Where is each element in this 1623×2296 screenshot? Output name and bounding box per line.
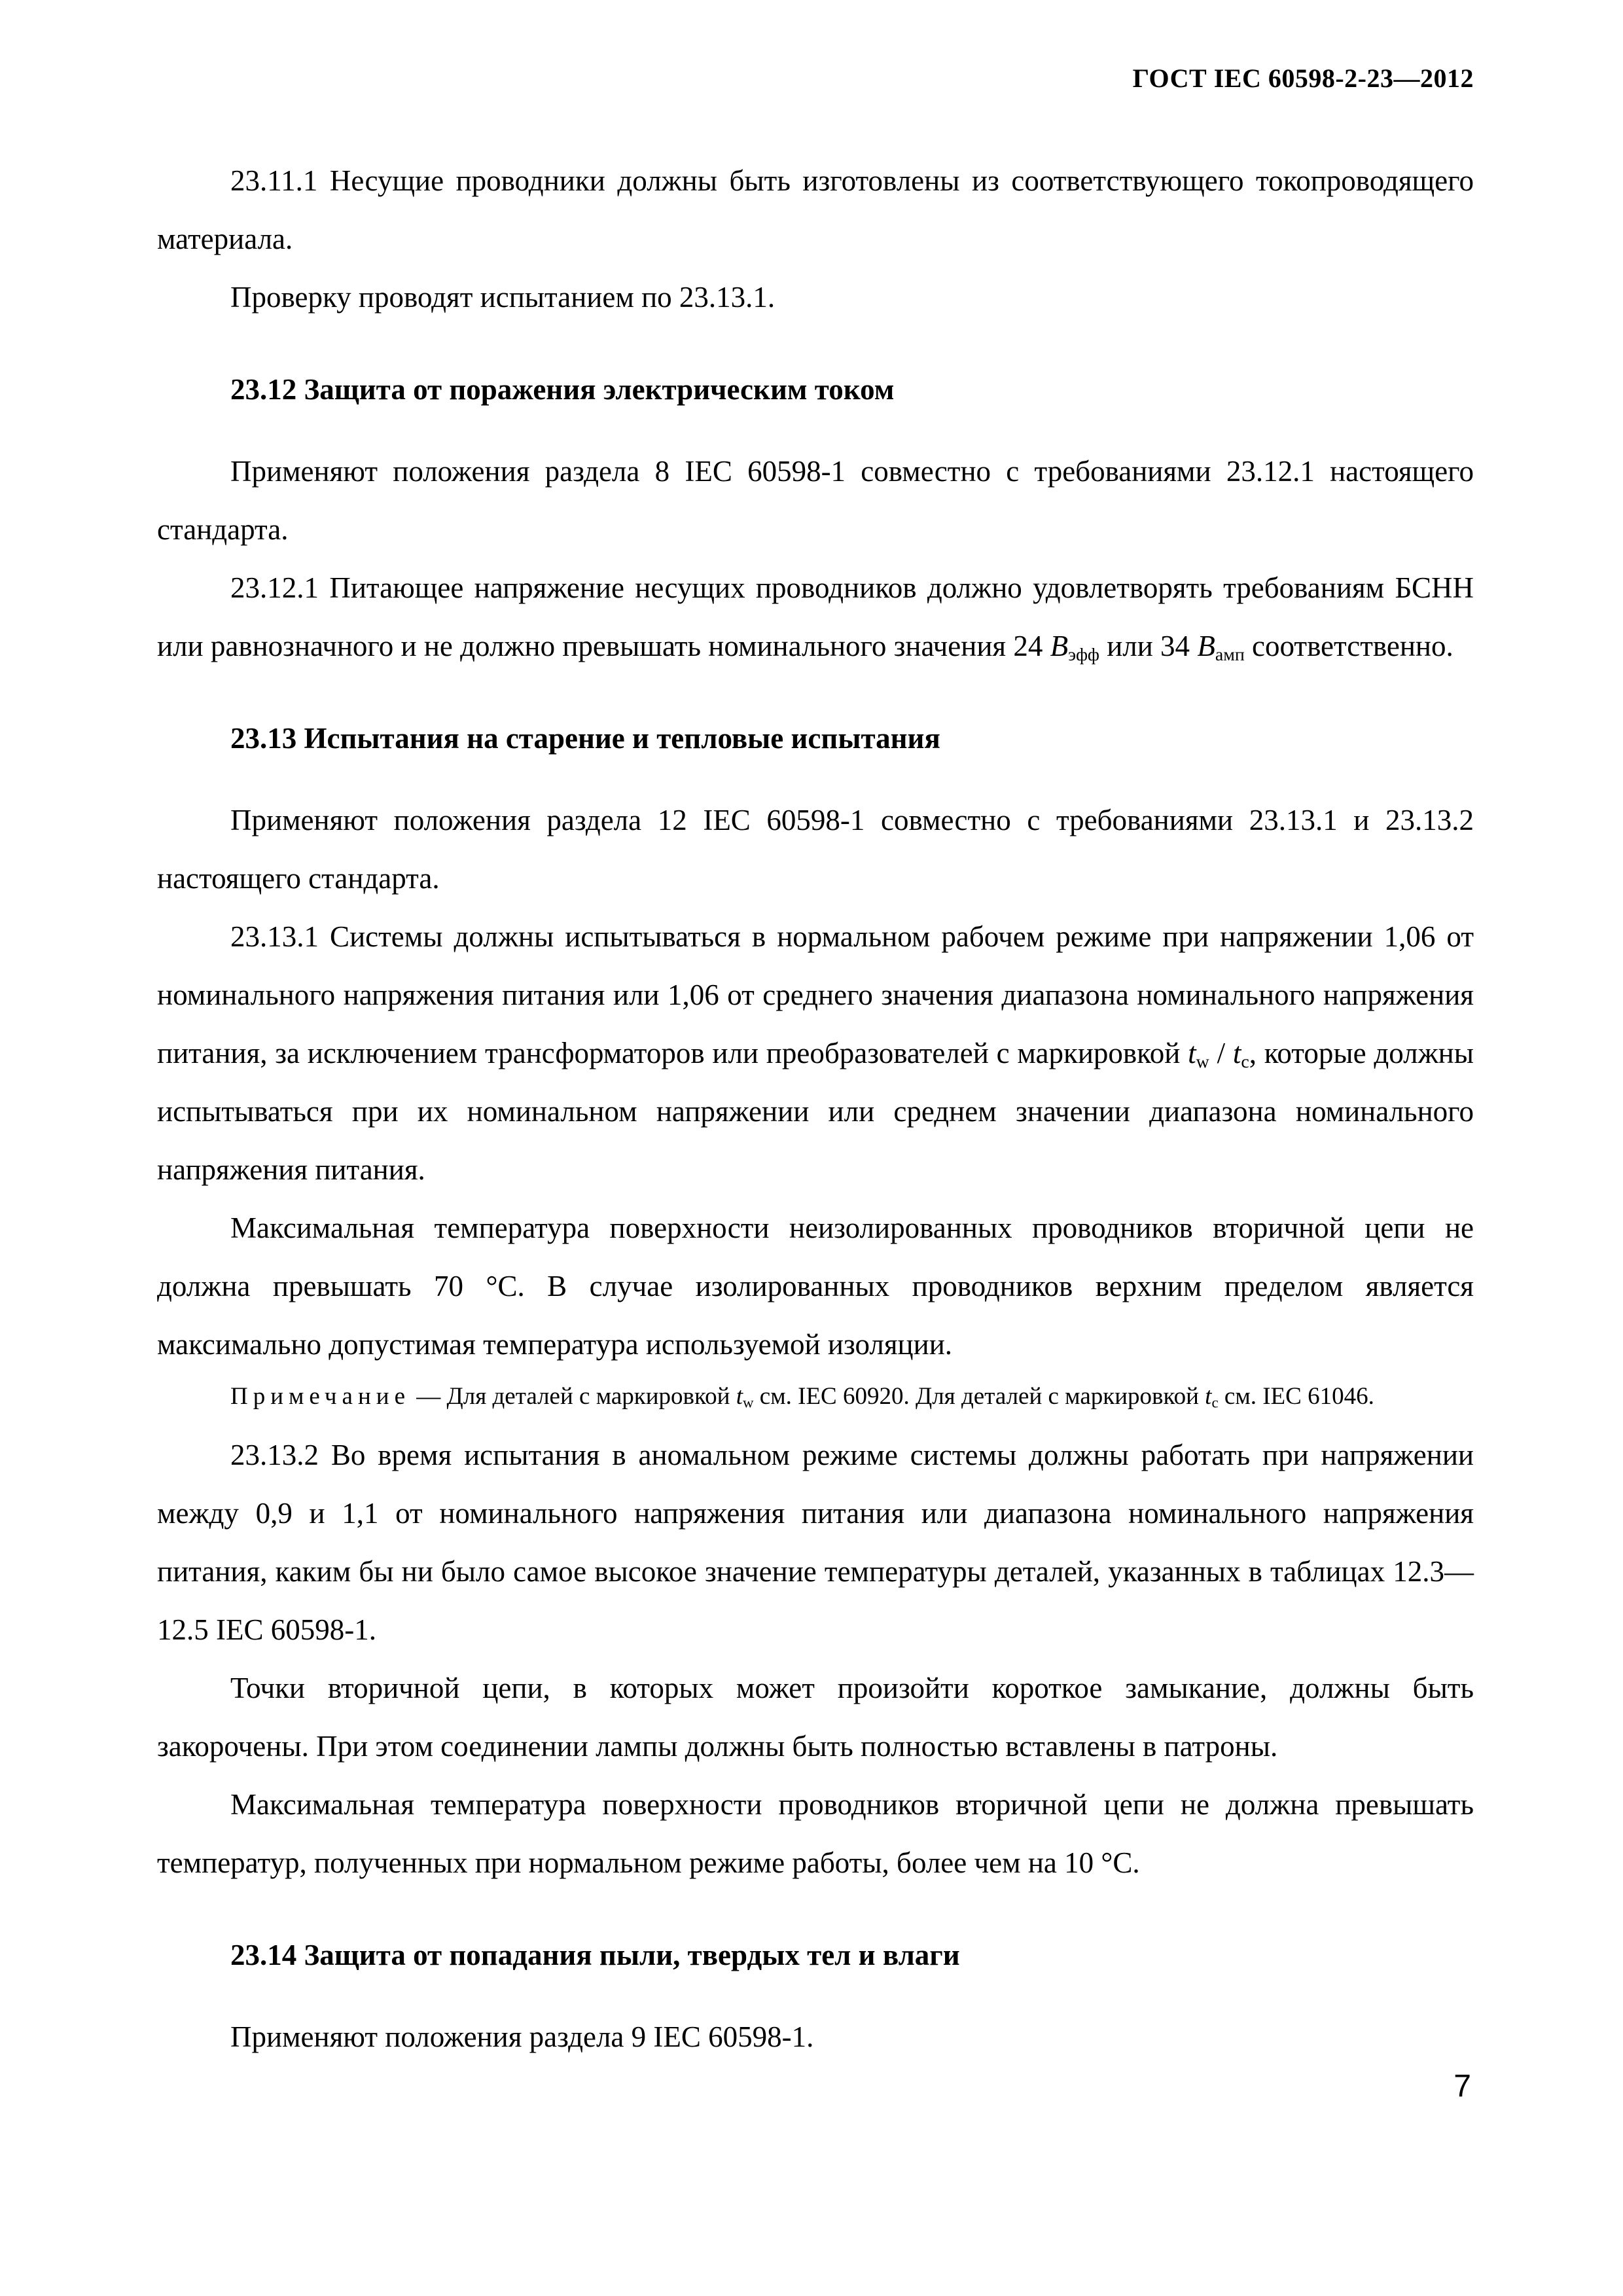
- document-body: [157, 152, 1474, 2066]
- clause-23-14-intro: Применяют положения раздела 9 IEC 60598-1.: [230, 2020, 814, 2053]
- clause-23-11-1: 23.11.1 Несущие проводники должны быть изготовлены из соответствующего токопроводящего материала.: [157, 164, 1474, 255]
- note: Примечание — Для деталей с маркировкой $t_w$ см. IEC 60920. Для деталей с маркировкой $t_c$ см. IEC 61046.: [230, 1383, 1374, 1411]
- clause-23-13-intro: Применяют положения раздела 12 IEC 60598-1 совместно с требованиями 23.13.1 и 23.13.2 настоящего стандарта.: [157, 804, 1474, 895]
- heading-23-13: 23.13 Испытания на старение и тепловые испытания: [230, 722, 940, 755]
- heading-23-12: 23.12 Защита от поражения электрическим током: [230, 373, 895, 406]
- clause-23-11-1-check: Проверку проводят испытанием по 23.13.1.: [230, 281, 776, 314]
- clause-23-13-1: 23.13.1 Системы должны испытываться в нормальном рабочем режиме при напряжении 1,06 от номинального напряжения питания или 1,06 от среднего значения диапазона номинального напряжения питания, за исключением трансформаторов или преобразователей с маркировкой $t_w / t_c$, которые должны испытываться при их номинальном напряжении или среднем значении диапазона номинального напряжения питания.: [157, 920, 1474, 1186]
- clause-23-13-2: 23.13.2 Во время испытания в аномальном режиме системы должны работать при напряжении между 0,9 и 1,1 от номинального напряжения питания или диапазона номинального напряжения питания, каким бы ни было самое высокое значение температуры деталей, указанных в таблицах 12.3—12.5 IEC 60598-1.: [157, 1439, 1474, 1646]
- clause-23-13-2-max-temp: Максимальная температура поверхности проводников вторичной цепи не должна превышать температур, полученных при нормальном режиме работы, более чем на 10 °С.: [157, 1788, 1474, 1879]
- document-header: ГОСТ IEC 60598-2-23—2012: [1132, 63, 1474, 93]
- clause-23-13-2-short-circuit: Точки вторичной цепи, в которых может произойти короткое замыкание, должны быть закорочены. При этом соединении лампы должны быть полностью вставлены в патроны.: [157, 1672, 1474, 1763]
- note-label: Примечание: [230, 1383, 410, 1410]
- clause-23-12-1: 23.12.1 Питающее напряжение несущих проводников должно удовлетворять требованиям БСНН или равнозначного и не должно превышать номинального значения 24 $В_{эфф}$ или 34 $В_{амп}$ соответственно.: [157, 571, 1474, 665]
- page-number: 7: [1454, 2069, 1471, 2104]
- clause-23-13-1-max-temp: Максимальная температура поверхности неизолированных проводников вторичной цепи не должна превышать 70 °С. В случае изолированных проводников верхним пределом является максимально допустимая температура используемой изоляции.: [157, 1211, 1474, 1361]
- heading-23-14: 23.14 Защита от попадания пыли, твердых тел и влаги: [230, 1939, 960, 1971]
- clause-23-12-intro: Применяют положения раздела 8 IEC 60598-1 совместно с требованиями 23.12.1 настоящего стандарта.: [157, 455, 1474, 546]
